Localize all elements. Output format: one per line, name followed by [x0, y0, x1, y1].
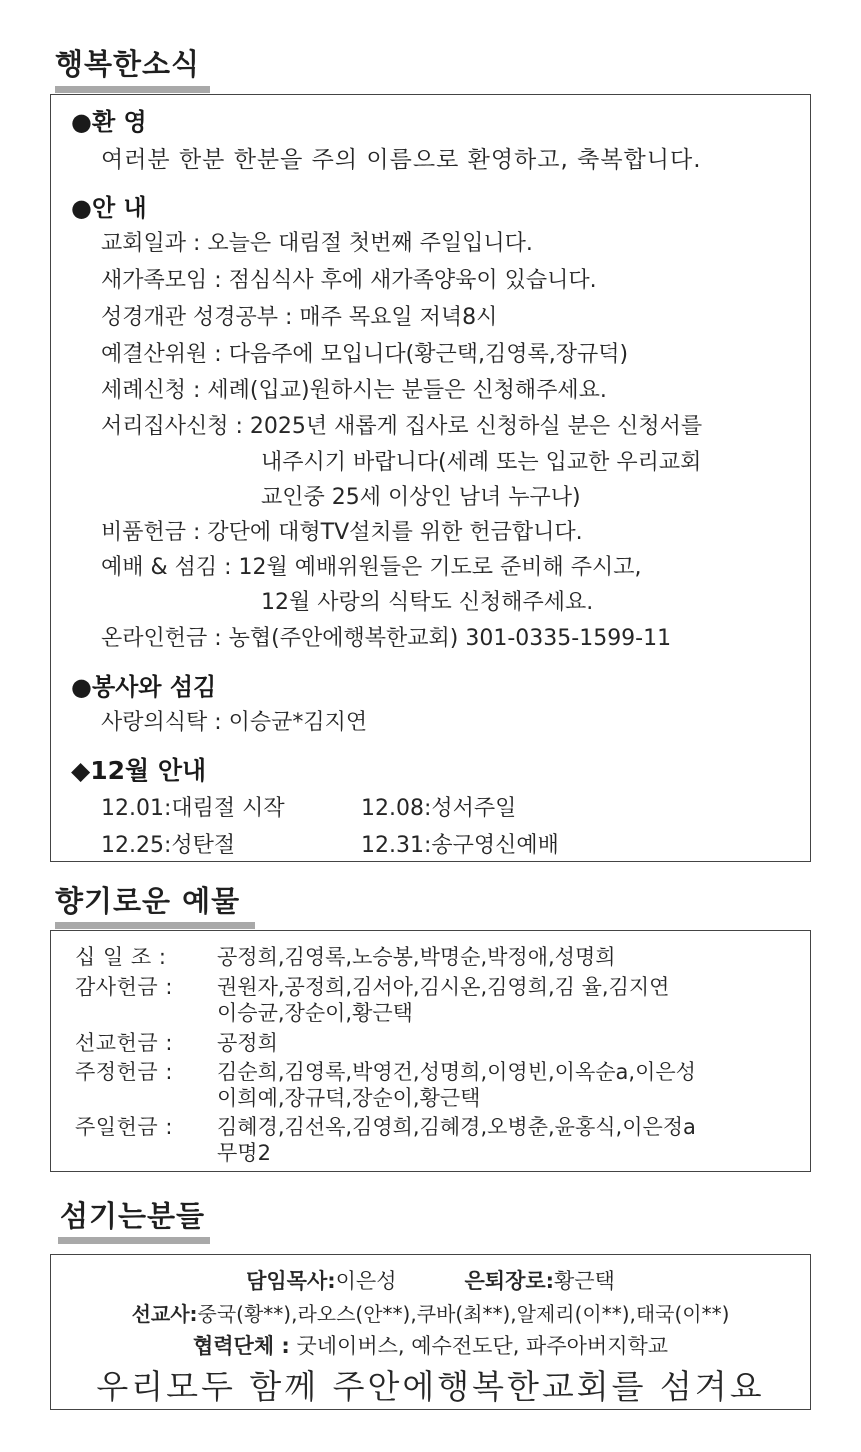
service-text: 사랑의식탁 : 이승균*김지연 — [101, 710, 368, 735]
offering-label: 감사헌금 : — [75, 975, 173, 999]
notice-line-continued: 12월 사랑의 식탁도 신청해주세요. — [261, 590, 594, 615]
pastor-elder-line — [51, 1265, 810, 1295]
december-item: 12.25:성탄절 — [101, 833, 236, 858]
notice-heading: ●안 내 — [71, 194, 147, 222]
offering-label: 십 일 조 : — [75, 945, 167, 969]
offering-names: 무명2 — [217, 1141, 271, 1165]
missionary-line — [51, 1298, 810, 1327]
welcome-text: 여러분 한분 한분을 주의 이름으로 환영하고, 축복합니다. — [101, 147, 702, 173]
notice-line: 성경개관 성경공부 : 매주 목요일 저녁8시 — [101, 305, 498, 330]
offering-names: 이승균,장순이,황근택 — [217, 1001, 413, 1025]
offering-names: 이희예,장규덕,장순이,황근택 — [217, 1086, 481, 1110]
servants-box — [50, 1254, 811, 1410]
servants-section-title: 섬기는분들 — [60, 1199, 206, 1233]
offering-names: 공정희,김영록,노승봉,박명순,박정애,성명희 — [217, 945, 616, 969]
news-box — [50, 94, 811, 862]
news-section-title: 행복한소식 — [55, 47, 201, 81]
elder-label: 은퇴장로: — [464, 1269, 555, 1293]
december-item: 12.08:성서주일 — [361, 796, 517, 821]
notice-line: 서리집사신청 : 2025년 새롭게 집사로 신청하실 분은 신청서를 — [101, 414, 703, 439]
elder-name: 황근택 — [554, 1269, 615, 1293]
offerings-section-title: 향기로운 예물 — [55, 884, 241, 918]
offering-label: 주일헌금 : — [75, 1115, 173, 1139]
offering-label: 주정헌금 : — [75, 1060, 173, 1084]
offering-names: 공정희 — [217, 1031, 278, 1055]
missionary-label: 선교사: — [131, 1302, 198, 1326]
december-item: 12.31:송구영신예배 — [361, 833, 559, 858]
notice-line: 온라인헌금 : 농협(주안에행복한교회) 301-0335-1599-11 — [101, 626, 672, 651]
motto: 우리모두 함께 주안에행복한교회를 섬겨요 — [96, 1367, 765, 1406]
offering-names: 권원자,공정희,김서아,김시온,김영희,김 율,김지연 — [217, 975, 670, 999]
servants-title-underline — [58, 1237, 210, 1244]
partner-line — [51, 1330, 810, 1360]
news-title-underline — [55, 86, 210, 93]
missionary-list: 중국(황**),라오스(안**),쿠바(최**),알제리(이**),태국(이**) — [197, 1302, 730, 1326]
notice-line-continued: 교인중 25세 이상인 남녀 누구나) — [261, 485, 581, 510]
notice-line: 교회일과 : 오늘은 대림절 첫번째 주일입니다. — [101, 231, 533, 256]
notice-line-continued: 내주시기 바랍니다(세례 또는 입교한 우리교회 — [261, 450, 702, 475]
pastor-label: 담임목사: — [246, 1269, 336, 1293]
offering-label: 선교헌금 : — [75, 1031, 173, 1055]
partner-list: 굿네이버스, 예수전도단, 파주아버지학교 — [296, 1334, 669, 1358]
notice-line: 비품헌금 : 강단에 대형TV설치를 위한 헌금합니다. — [101, 520, 583, 545]
notice-line: 새가족모임 : 점심식사 후에 새가족양육이 있습니다. — [101, 268, 597, 293]
offerings-title-underline — [55, 922, 255, 929]
december-heading: ◆12월 안내 — [71, 756, 207, 785]
service-heading: ●봉사와 섬김 — [71, 673, 217, 701]
notice-line: 세례신청 : 세례(입교)원하시는 분들은 신청해주세요. — [101, 378, 607, 403]
offering-names: 김혜경,김선옥,김영희,김혜경,오병춘,윤홍식,이은정a — [217, 1115, 696, 1139]
offering-names: 김순희,김영록,박영건,성명희,이영빈,이옥순a,이은성 — [217, 1060, 696, 1084]
notice-line: 예결산위원 : 다음주에 모입니다(황근택,김영록,장규덕) — [101, 342, 629, 367]
notice-line: 예배 & 섬김 : 12월 예배위원들은 기도로 준비해 주시고, — [101, 555, 642, 580]
pastor-name: 이은성 — [335, 1269, 397, 1293]
welcome-heading: ●환 영 — [71, 108, 147, 136]
december-item: 12.01:대림절 시작 — [101, 796, 285, 821]
offerings-box — [50, 930, 811, 1172]
partner-label: 협력단체 : — [192, 1334, 290, 1358]
